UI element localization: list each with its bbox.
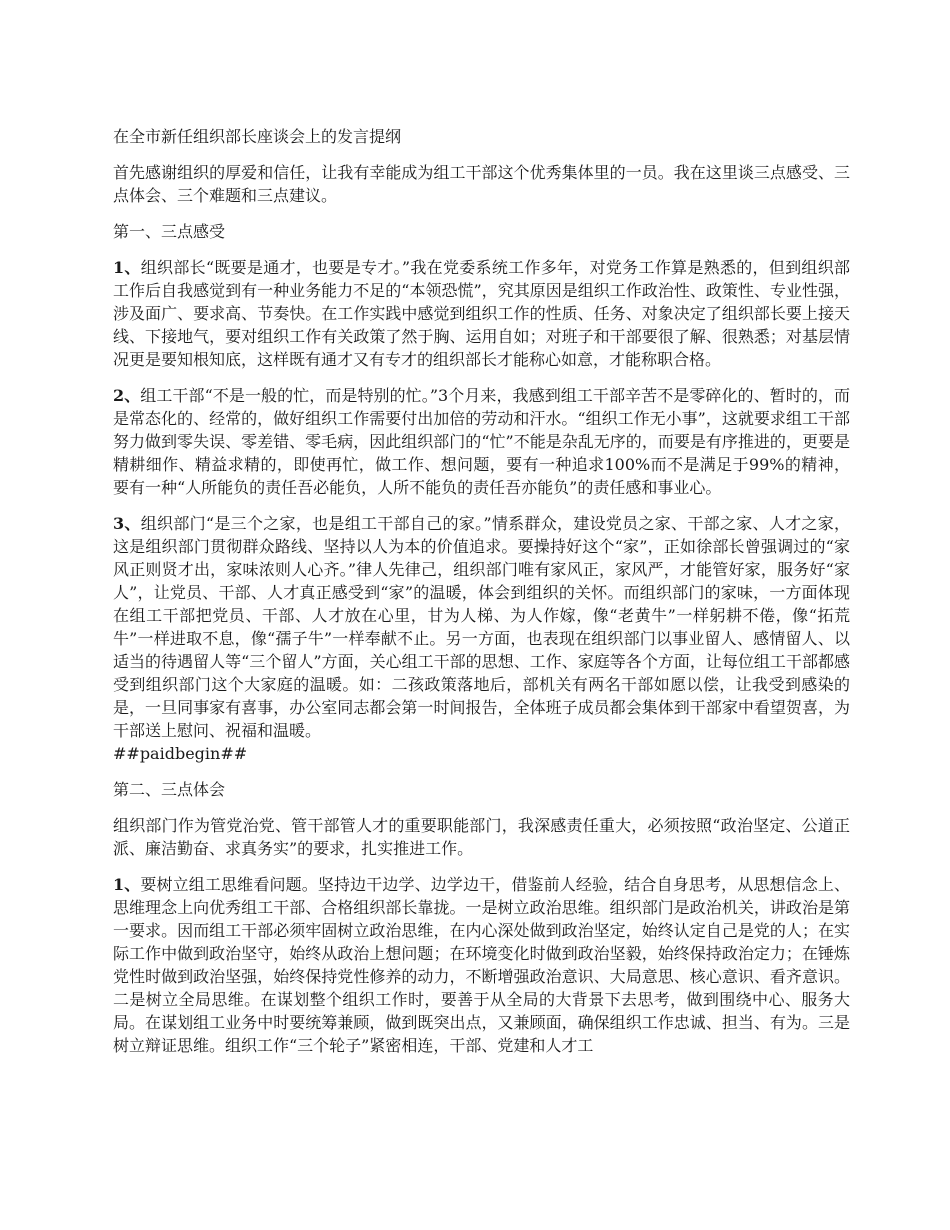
- section-1-item-3: [113, 512, 850, 742]
- item-number: 1、: [113, 258, 141, 277]
- document-title: 在全市新任组织部长座谈会上的发言提纲: [113, 127, 402, 146]
- section-1-item-2: [113, 384, 850, 499]
- document-page: [113, 125, 850, 1070]
- item-text: 组织部门“是三个之家，也是组工干部自己的家。”情系群众，建设党员之家、干部之家、人才之家，这是组织部门贯彻群众路线、坚持以人为本的价值追求。要操持好这个“家”，正如徐部长曾强调过的“家风正则贤才出，家味浓则人心齐。”律人先律己，组织部门唯有家风正，家风严，才能管好家，服务好“家人”，让党员、干部、人才真正感受到“家”的温暖，体会到组织的关怀。而组织部门的家味，一方面体现在组工干部把党员、干部、人才放在心里，甘为人梯、为人作嫁，像“老黄牛”一样躬耕不倦，像“拓荒牛”一样进取不息，像“孺子牛”一样奉献不止。另一方面，也表现在组织部门以事业留人、感情留人、以适当的待遇留人等“三个留人”方面，关心组工干部的思想、工作、家庭等各个方面，让每位组工干部都感受到组织部门这个大家庭的温暖。如：二孩政策落地后，部机关有两名干部如愿以偿，让我受到感染的是，一旦同事家有喜事，办公室同志都会第一时间报告，全体班子成员都会集体到干部家中看望贺喜，为干部送上慰问、祝福和温暖。: [113, 514, 850, 740]
- item-text: 组工干部“不是一般的忙，而是特别的忙。”3个月来，我感到组工干部辛苦不是零碎化的、暂时的，而是常态化的、经常的，做好组织工作需要付出加倍的劳动和汗水。“组织工作无小事”，这就要求组工干部努力做到零失误、零差错、零毛病，因此组织部门的“忙”不能是杂乱无序的，而要是有序推进的，更要是精耕细作、精益求精的，即使再忙，做工作、想问题，要有一种追求100%而不是满足于99%的精神，要有一种“人所能负的责任吾必能负，人所不能负的责任吾亦能负”的责任感和事业心。: [113, 386, 850, 497]
- item-text: 组织部长“既要是通才，也要是专才。”我在党委系统工作多年，对党务工作算是熟悉的，但到组织部工作后自我感觉到有一种业务能力不足的“本领恐慌”，究其原因是组织工作政治性、政策性、专业性强，涉及面广、要求高、节奏快。在工作实践中感觉到组织工作的性质、任务、对象决定了组织部长要上接天线、下接地气，要对组织工作有关政策了然于胸、运用自如；对班子和干部要很了解、很熟悉；对基层情况更是要知根知底，这样既有通才又有专才的组织部长才能称心如意，才能称职合格。: [113, 258, 850, 369]
- section-2-intro: 组织部门作为管党治党、管干部管人才的重要职能部门，我深感责任重大，必须按照“政治坚定、公道正派、廉洁勤奋、求真务实”的要求，扎实推进工作。: [113, 816, 850, 858]
- section-1-item-1: [113, 256, 850, 371]
- paid-begin-marker: ##paidbegin##: [113, 744, 248, 763]
- item-text: 要树立组工思维看问题。坚持边干边学、边学边干，借鉴前人经验，结合自身思考，从思想信念上、思维理念上向优秀组工干部、合格组织部长靠拢。一是树立政治思维。组织部门是政治机关，讲政治是第一要求。因而组工干部必须牢固树立政治思维，在内心深处做到政治坚定，始终认定自己是党的人；在实际工作中做到政治坚守，始终从政治上想问题；在环境变化时做到政治坚毅，始终保持政治定力；在锤炼党性时做到政治坚强，始终保持党性修养的动力，不断增强政治意识、大局意思、核心意识、看齐意识。二是树立全局思维。在谋划整个组织工作时，要善于从全局的大背景下去思考，做到围绕中心、服务大局。在谋划组工业务中时要统筹兼顾，做到既突出点，又兼顾面，确保组织工作忠诚、担当、有为。三是树立辩证思维。组织工作“三个轮子”紧密相连，干部、党建和人才工: [113, 875, 850, 1055]
- section-1-heading: 第一、三点感受: [113, 222, 226, 241]
- item-number: 1、: [113, 875, 141, 894]
- section-2-item-1: [113, 873, 850, 1057]
- section-2-heading: 第二、三点体会: [113, 780, 226, 799]
- item-number: 2、: [113, 386, 141, 405]
- intro-paragraph: 首先感谢组织的厚爱和信任，让我有幸能成为组工干部这个优秀集体里的一员。我在这里谈三点感受、三点体会、三个难题和三点建议。: [113, 163, 850, 205]
- item-number: 3、: [113, 514, 141, 533]
